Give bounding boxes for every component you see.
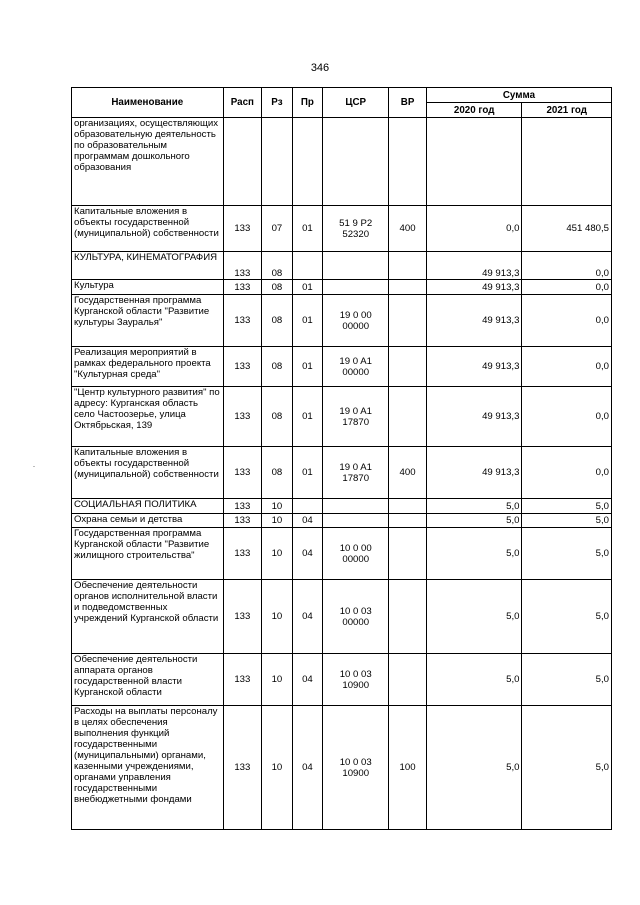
cell-csr: 19 0 00 00000	[323, 295, 389, 347]
table-row	[72, 252, 612, 280]
cell-rz: 08	[262, 295, 293, 347]
cell-rz: 07	[262, 206, 293, 252]
cell-name: Государственная программа Курганской области "Развитие жилищного строительства"	[72, 528, 224, 580]
cell-pr	[292, 252, 323, 280]
cell-rz	[262, 118, 293, 206]
cell-pr: 04	[292, 514, 323, 528]
cell-pr: 01	[292, 347, 323, 387]
cell-rasp: 133	[223, 252, 262, 280]
cell-amount-2021: 5,0	[522, 654, 612, 706]
table-row	[72, 654, 612, 706]
table-row	[72, 206, 612, 252]
cell-name: КУЛЬТУРА, КИНЕМАТОГРАФИЯ	[72, 252, 224, 280]
header-sum: Сумма	[426, 88, 611, 103]
cell-name: СОЦИАЛЬНАЯ ПОЛИТИКА	[72, 499, 224, 514]
cell-name: "Центр культурного развития" по адресу: Курганская область село Частоозерье, улица Октябрьская, 139	[72, 387, 224, 447]
cell-vr	[389, 514, 427, 528]
header-year-2021: 2021 год	[522, 103, 612, 118]
cell-vr	[389, 499, 427, 514]
cell-vr	[389, 280, 427, 295]
scan-speck	[33, 466, 35, 467]
cell-vr	[389, 654, 427, 706]
cell-pr: 01	[292, 206, 323, 252]
cell-rasp: 133	[223, 499, 262, 514]
cell-name: Государственная программа Курганской области "Развитие культуры Зауралья"	[72, 295, 224, 347]
table-row	[72, 447, 612, 499]
cell-name: Охрана семьи и детства	[72, 514, 224, 528]
cell-amount-2020: 5,0	[426, 499, 522, 514]
cell-amount-2021: 5,0	[522, 580, 612, 654]
header-name: Наименование	[72, 88, 224, 118]
cell-rz: 10	[262, 654, 293, 706]
table-row	[72, 280, 612, 295]
table-body	[72, 118, 612, 830]
cell-amount-2021: 0,0	[522, 252, 612, 280]
cell-vr	[389, 295, 427, 347]
table-row	[72, 387, 612, 447]
cell-amount-2020: 49 913,3	[426, 252, 522, 280]
cell-rasp: 133	[223, 347, 262, 387]
cell-name: Культура	[72, 280, 224, 295]
cell-csr: 10 0 00 00000	[323, 528, 389, 580]
cell-csr: 10 0 03 10900	[323, 706, 389, 830]
cell-amount-2021: 0,0	[522, 387, 612, 447]
cell-rz: 08	[262, 387, 293, 447]
header-rz: Рз	[262, 88, 293, 118]
cell-csr	[323, 514, 389, 528]
cell-vr: 100	[389, 706, 427, 830]
table-row	[72, 499, 612, 514]
cell-csr: 51 9 P2 52320	[323, 206, 389, 252]
cell-pr: 04	[292, 580, 323, 654]
cell-pr: 04	[292, 706, 323, 830]
cell-rasp: 133	[223, 387, 262, 447]
cell-rz: 08	[262, 447, 293, 499]
cell-rasp: 133	[223, 706, 262, 830]
cell-vr	[389, 347, 427, 387]
cell-amount-2021: 0,0	[522, 280, 612, 295]
cell-amount-2020: 5,0	[426, 654, 522, 706]
cell-csr: 19 0 A1 17870	[323, 387, 389, 447]
cell-amount-2021: 5,0	[522, 706, 612, 830]
table-row	[72, 706, 612, 830]
table-row	[72, 118, 612, 206]
cell-vr: 400	[389, 206, 427, 252]
cell-amount-2020: 49 913,3	[426, 387, 522, 447]
cell-amount-2021: 0,0	[522, 347, 612, 387]
cell-amount-2020: 49 913,3	[426, 347, 522, 387]
table-row	[72, 580, 612, 654]
cell-name: Капитальные вложения в объекты государственной (муниципальной) собственности	[72, 447, 224, 499]
cell-csr: 19 0 A1 00000	[323, 347, 389, 387]
cell-csr: 10 0 03 00000	[323, 580, 389, 654]
cell-rasp: 133	[223, 447, 262, 499]
cell-amount-2021: 0,0	[522, 295, 612, 347]
cell-amount-2021: 5,0	[522, 514, 612, 528]
cell-vr	[389, 387, 427, 447]
cell-csr	[323, 280, 389, 295]
cell-csr	[323, 118, 389, 206]
cell-amount-2021: 0,0	[522, 447, 612, 499]
cell-pr	[292, 499, 323, 514]
cell-rz: 08	[262, 347, 293, 387]
cell-name: Реализация мероприятий в рамках федерального проекта "Культурная среда"	[72, 347, 224, 387]
header-pr: Пр	[292, 88, 323, 118]
cell-amount-2021	[522, 118, 612, 206]
cell-csr	[323, 252, 389, 280]
cell-csr: 19 0 A1 17870	[323, 447, 389, 499]
cell-name: Капитальные вложения в объекты государственной (муниципальной) собственности	[72, 206, 224, 252]
table-row	[72, 514, 612, 528]
cell-amount-2020: 5,0	[426, 706, 522, 830]
cell-amount-2020: 5,0	[426, 528, 522, 580]
cell-rasp	[223, 118, 262, 206]
cell-rasp: 133	[223, 514, 262, 528]
cell-amount-2020: 5,0	[426, 580, 522, 654]
cell-amount-2020: 49 913,3	[426, 295, 522, 347]
cell-name: организациях, осуществляющих образовательную деятельность по образовательным программам дошкольного образования	[72, 118, 224, 206]
header-vr: ВР	[389, 88, 427, 118]
cell-pr: 01	[292, 280, 323, 295]
cell-amount-2021: 5,0	[522, 528, 612, 580]
cell-pr: 01	[292, 447, 323, 499]
cell-pr: 01	[292, 387, 323, 447]
cell-csr	[323, 499, 389, 514]
header-rasp: Расп	[223, 88, 262, 118]
cell-rz: 10	[262, 499, 293, 514]
table-row	[72, 347, 612, 387]
cell-rz: 10	[262, 706, 293, 830]
cell-vr	[389, 528, 427, 580]
page-number: 346	[310, 62, 330, 74]
cell-pr	[292, 118, 323, 206]
cell-rz: 10	[262, 528, 293, 580]
cell-name: Расходы на выплаты персоналу в целях обеспечения выполнения функций государственными (муниципальными) органами, казенными учреждениями, органами управления государственными внебюджетными фондами	[72, 706, 224, 830]
cell-amount-2021: 5,0	[522, 499, 612, 514]
cell-name: Обеспечение деятельности органов исполнительной власти и подведомственных учреждений Курганской области	[72, 580, 224, 654]
header-csr: ЦСР	[323, 88, 389, 118]
cell-vr	[389, 118, 427, 206]
cell-amount-2020: 49 913,3	[426, 447, 522, 499]
cell-rasp: 133	[223, 654, 262, 706]
cell-amount-2020: 5,0	[426, 514, 522, 528]
cell-rz: 08	[262, 280, 293, 295]
cell-rasp: 133	[223, 280, 262, 295]
cell-amount-2020: 0,0	[426, 206, 522, 252]
cell-rasp: 133	[223, 206, 262, 252]
cell-rz: 10	[262, 514, 293, 528]
cell-name: Обеспечение деятельности аппарата органов государственной власти Курганской области	[72, 654, 224, 706]
header-year-2020: 2020 год	[426, 103, 522, 118]
cell-rz: 08	[262, 252, 293, 280]
cell-vr	[389, 252, 427, 280]
cell-rasp: 133	[223, 295, 262, 347]
cell-rasp: 133	[223, 528, 262, 580]
table-row	[72, 295, 612, 347]
cell-pr: 04	[292, 528, 323, 580]
cell-pr: 01	[292, 295, 323, 347]
cell-amount-2021: 451 480,5	[522, 206, 612, 252]
cell-amount-2020	[426, 118, 522, 206]
cell-pr: 04	[292, 654, 323, 706]
cell-rz: 10	[262, 580, 293, 654]
table-row	[72, 528, 612, 580]
cell-vr: 400	[389, 447, 427, 499]
cell-vr	[389, 580, 427, 654]
cell-amount-2020: 49 913,3	[426, 280, 522, 295]
cell-csr: 10 0 03 10900	[323, 654, 389, 706]
cell-rasp: 133	[223, 580, 262, 654]
budget-table	[71, 87, 612, 830]
